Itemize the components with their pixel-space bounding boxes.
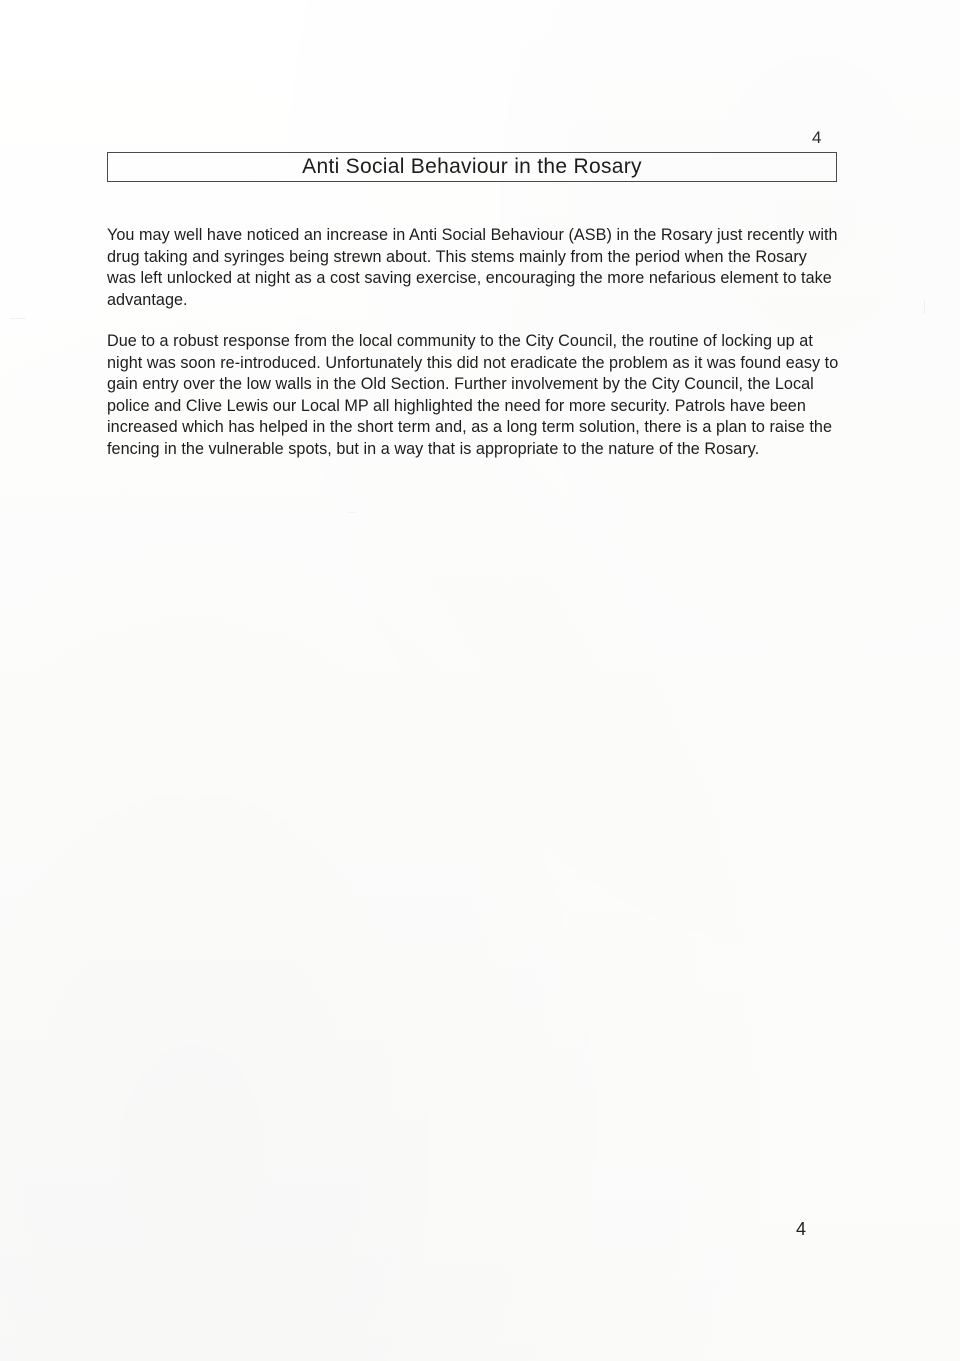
scan-artifact: [10, 318, 26, 319]
page-number-bottom: 4: [796, 1219, 807, 1239]
page-title: Anti Social Behaviour in the Rosary: [302, 155, 642, 178]
paragraph-1: You may well have noticed an increase in Anti Social Behaviour (ASB) in the Rosary just recently with drug taking and syringes being strewn about. This stems mainly from the period when the Rosary was left unlocked at night as a cost saving exercise, encouraging the more nefarious element to take advantage.: [107, 226, 838, 309]
body-text: [107, 225, 839, 480]
section-title-box: [107, 152, 837, 182]
paragraph-2: Due to a robust response from the local community to the City Council, the routine of locking up at night was soon re-introduced. Unfortunately this did not eradicate the problem as it was found easy to gain entry over the low walls in the Old Section. Further involvement by the City Council, the Local police and Clive Lewis our Local MP all highlighted the need for more security. Patrols have been increased which has helped in the short term and, as a long term solution, there is a plan to raise the fencing in the vulnerable spots, but in a way that is appropriate to the nature of the Rosary.: [107, 332, 839, 458]
scan-artifact: [347, 512, 357, 513]
page-number-top: 4: [812, 128, 822, 147]
scan-artifact: [924, 300, 925, 314]
